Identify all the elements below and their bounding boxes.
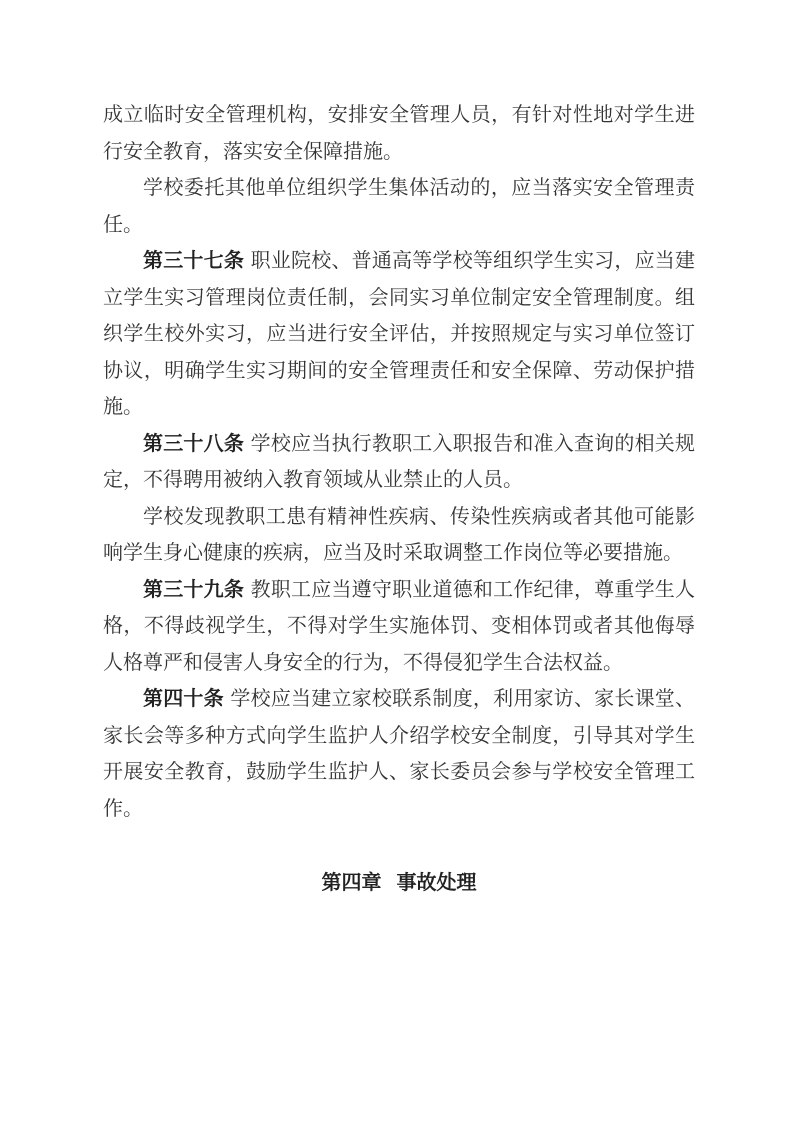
chapter-title: 第四章 事故处理 xyxy=(321,870,477,894)
article-37 xyxy=(103,242,695,425)
article-text: 学校应当执行教职工入职报告和准入查询的相关规定，不得聘用被纳入教育领域从业禁止的人员。 xyxy=(103,430,696,491)
article-38 xyxy=(103,425,695,498)
paragraph-continuation xyxy=(103,96,695,169)
article-39 xyxy=(103,571,695,681)
paragraph-staff-illness xyxy=(103,498,695,571)
paragraph-text: 成立临时安全管理机构，安排安全管理人员，有针对性地对学生进行安全教育，落实安全保障措施。 xyxy=(103,102,695,163)
paragraph-entrustment xyxy=(103,169,695,242)
paragraph-text: 学校发现教职工患有精神性疾病、传染性疾病或者其他可能影响学生身心健康的疾病，应当及时采取调整工作岗位等必要措施。 xyxy=(103,503,695,564)
article-number: 第三十七条 xyxy=(143,248,245,272)
article-text: 学校应当建立家校联系制度，利用家访、家长课堂、家长会等多种方式向学生监护人介绍学校安全制度，引导其对学生开展安全教育，鼓励学生监护人、家长委员会参与学校安全管理工作。 xyxy=(103,686,696,820)
article-number: 第三十九条 xyxy=(143,576,245,601)
paragraph-text: 学校委托其他单位组织学生集体活动的，应当落实安全管理责任。 xyxy=(103,175,695,236)
article-number: 第四十条 xyxy=(143,686,224,710)
article-40 xyxy=(103,680,695,826)
article-text: 职业院校、普通高等学校等组织学生实习，应当建立学生实习管理岗位责任制，会同实习单位制定安全管理制度。组织学生校外实习，应当进行安全评估，并按照规定与实习单位签订协议，明确学生实习期间的安全管理责任和安全保障、劳动保护措施。 xyxy=(103,248,696,418)
article-number: 第三十八条 xyxy=(143,430,245,455)
article-text: 教职工应当遵守职业道德和工作纪律，尊重学生人格，不得歧视学生，不得对学生实施体罚、变相体罚或者其他侮辱人格尊严和侵害人身安全的行为，不得侵犯学生合法权益。 xyxy=(103,576,696,674)
